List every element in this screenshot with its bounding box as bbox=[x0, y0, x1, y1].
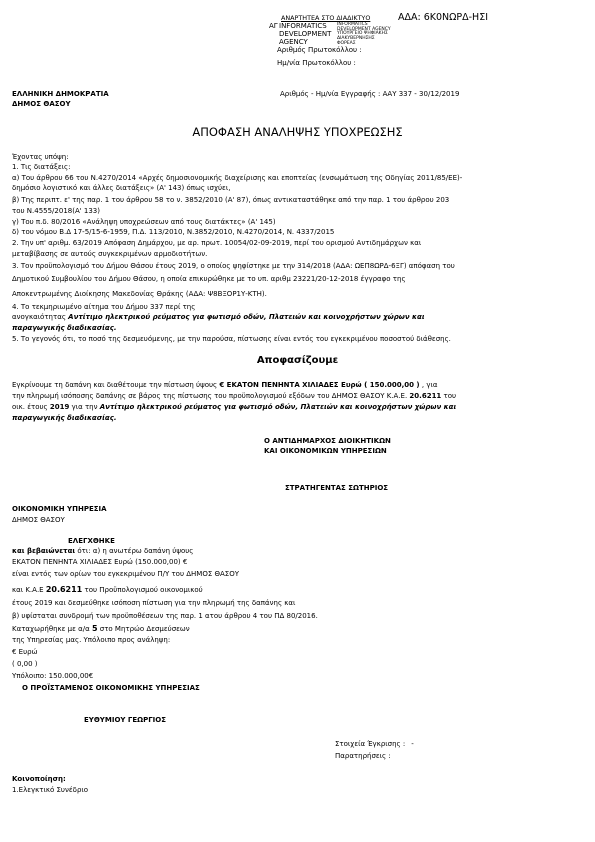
logo-small-1: INFORMATICS bbox=[337, 22, 368, 27]
finance-line-8: της Υπηρεσίας μας. Υπόλοιπο προς ανάληψη: bbox=[12, 636, 171, 644]
finance-registry-number: 5 bbox=[91, 624, 98, 633]
decide-heading: Αποφασίζουμε bbox=[256, 355, 339, 366]
finance-line-10: ( 0,00 ) bbox=[12, 660, 38, 668]
body-line-8: 2. Την υπ' αριθμ. 63/2019 Απόφαση Δημάρχου, με αρ. πρωτ. 10054/02-09-2019, περί του ορισμού Αντιδημάρχων και bbox=[12, 239, 422, 247]
finance-line-4-text: του Προϋπολογισμού οικονομικού bbox=[82, 586, 203, 594]
logo-text-3: DEVELOPMENT bbox=[279, 30, 332, 38]
body-line-1: 1. Τις διατάξεις: bbox=[12, 163, 71, 171]
deputy-mayor-name: ΣΤΡΑΤΗΓΕΝΤΑΣ ΣΩΤΗΡΙΟΣ bbox=[285, 484, 389, 492]
body-line-15: παραγωγικής διαδικασίας. bbox=[12, 324, 117, 332]
finance-certified: και βεβαιώνεται bbox=[12, 547, 76, 555]
finance-registry-label: Καταχωρήθηκε με α/α bbox=[12, 625, 92, 633]
logo-small-3: ΥΠΟΥΡΓΕΙΟ ΨΗΦΙΑΚΗΣ bbox=[337, 31, 388, 37]
approval-line-1 bbox=[12, 381, 437, 390]
finance-line-1 bbox=[12, 547, 193, 556]
body-line-16: 5. Το γεγονός ότι, το ποσό της δεσμευόμενης, με την παρούσα, πίστωσης είναι εντός του εγκεκριμένου ποσοστού διάθεσης. bbox=[12, 335, 451, 343]
approval-details-row bbox=[335, 740, 414, 749]
finance-line-6: β) υφίσταται συνδρομή των προϋποθέσεων της παρ. 1 ατου άρθρου 4 του ΠΔ 80/2016. bbox=[12, 612, 318, 620]
finance-line-7 bbox=[12, 624, 190, 634]
notify-recipient: 1.Ελεγκτικό Συνέδριο bbox=[12, 786, 89, 794]
body-line-14-prefix: ανογκαιότητας bbox=[12, 313, 69, 321]
body-line-9: μεταβίβασης σε αυτούς συγκεκριμένων αρμοδιοτήτων. bbox=[12, 250, 208, 258]
body-line-4: β) Της περιπτ. ε' της παρ. 1 του άρθρου 58 το ν. 3852/2010 (Α' 87), όπως αντικαταστάθηκε από την παρ. 1 του άρθρου 203 bbox=[12, 196, 450, 204]
finance-dept: ΟΙΚΟΝΟΜΙΚΗ ΥΠΗΡΕΣΙΑ bbox=[12, 505, 107, 513]
approval-text-1: Εγκρίνουμε τη δαπάνη και διαθέτουμε την πίστωση ύψους bbox=[12, 381, 220, 389]
approval-year: 2019 bbox=[49, 403, 70, 411]
body-line-14 bbox=[12, 313, 425, 322]
logo-text-1: ΑΓ bbox=[269, 22, 278, 30]
body-line-14-subject: Αντίτιμο ηλεκτρικού ρεύματος για φωτισμό οδών, Πλατειών και κοινοχρήστων χώρων και bbox=[68, 313, 425, 321]
finance-line-1-text: ότι: α) η ανωτέρω δαπάνη ύψους bbox=[75, 547, 194, 555]
approval-line-4: παραγωγικής διαδικασίας. bbox=[12, 414, 117, 422]
finance-org: ΔΗΜΟΣ ΘΑΣΟΥ bbox=[12, 516, 65, 524]
finance-line-5: έτους 2019 και δεσμεύθηκε ισόποση πίστωση για την πληρωμή της δαπάνης και bbox=[12, 599, 296, 607]
approval-text-2b: του bbox=[441, 392, 457, 400]
body-line-6: γ) Του π.δ. 80/2016 «Ανάληψη υποχρεώσεων από τους διατάκτες» (Α' 145) bbox=[12, 218, 276, 226]
notes-label: Παρατηρήσεις : bbox=[335, 752, 391, 760]
finance-balance: Υπόλοιπο: 150.000,00€ bbox=[12, 672, 94, 680]
logo-small-4: ΔΙΑΚΥΒΕΡΝΗΣΗΣ bbox=[337, 36, 375, 42]
approval-text-2: την πληρωμή ισόποσης δαπάνης σε βάρος της πίστωσης του προϋπολογισμού εξόδων του ΔΗΜΟΣ ΘΑΣΟΥ Κ.Α.Ε. bbox=[12, 392, 410, 400]
logo-text-2: INFORMATICS bbox=[279, 22, 327, 30]
approval-subject: Αντίτιμο ηλεκτρικού ρεύματος για φωτισμό οδών, Πλατειών και κοινοχρήστων χώρων και bbox=[99, 403, 457, 411]
finance-kae: 20.6211 bbox=[45, 585, 83, 594]
approval-details-label: Στοιχεία Έγκρισης : bbox=[335, 740, 406, 748]
protocol-date-label: Ημ/νία Πρωτοκόλλου : bbox=[277, 59, 356, 67]
approval-line-3 bbox=[12, 403, 456, 412]
finance-head-title: Ο ΠΡΟΪΣΤΑΜΕΝΟΣ ΟΙΚΟΝΟΜΙΚΗΣ ΥΠΗΡΕΣΙΑΣ bbox=[22, 684, 200, 692]
approval-text-3: οικ. έτους bbox=[12, 403, 50, 411]
notify-label: Κοινοποίηση: bbox=[12, 775, 66, 783]
logo-small-text bbox=[337, 23, 397, 47]
logo-text-4: AGENCY bbox=[279, 38, 308, 46]
logo-small-2: DEVELOPMENT AGENCY bbox=[337, 26, 391, 32]
finance-line-3: είναι εντός των ορίων του εγκεκριμένου Π/Υ του ΔΗΜΟΣ ΘΑΣΟΥ bbox=[12, 570, 240, 578]
approval-details-value: - bbox=[411, 740, 414, 748]
finance-registry-text: στο Μητρώο Δεσμεύσεων bbox=[97, 625, 190, 633]
body-line-10: 3. Τον προϋπολογισμό του Δήμου Θάσου έτους 2019, ο οποίος ψηφίστηκε με την 314/2018 (ΑΔΑ: ΩΕΠ8ΩΡΔ-6ΞΓ) απόφαση του bbox=[12, 262, 455, 270]
finance-head-name: ΕΥΘΥΜΙΟΥ ΓΕΩΡΓΙΟΣ bbox=[84, 716, 167, 724]
body-line-3: δημόσιο λογιστικό και άλλες διατάξεις» (Α' 143) όπως ισχύει, bbox=[12, 184, 231, 192]
body-line-2: α) Του άρθρου 66 του Ν.4270/2014 «Αρχές δημοσιονομικής διαχείρισης και εποπτείας (ενσωμάτωση της Οδηγίας 2011/85/ΕΕ)- bbox=[12, 174, 463, 182]
approval-line-2 bbox=[12, 392, 456, 401]
finance-line-9: € Ευρώ bbox=[12, 648, 38, 656]
approval-text-3b: για την bbox=[69, 403, 100, 411]
finance-kae-label: και Κ.Α.Ε bbox=[12, 586, 46, 594]
approval-amount: € ΕΚΑΤΟΝ ΠΕΝΗΝΤΑ ΧΙΛΙΑΔΕΣ Ευρώ ( 150.000,00 ) bbox=[219, 381, 420, 389]
posted-online-label: ΑΝΑΡΤΗΤΕΑ ΣΤΟ ΔΙΑΔΙΚΤΥΟ bbox=[281, 14, 371, 22]
protocol-number-label: Αριθμός Πρωτοκόλλου : bbox=[277, 46, 362, 54]
org-municipality: ΔΗΜΟΣ ΘΑΣΟΥ bbox=[12, 100, 71, 108]
org-republic: ΕΛΛΗΝΙΚΗ ΔΗΜΟΚΡΑΤΙΑ bbox=[12, 90, 109, 98]
finance-line-2: ΕΚΑΤΟΝ ΠΕΝΗΝΤΑ ΧΙΛΙΑΔΕΣ Ευρώ (150.000,00) € bbox=[12, 558, 188, 566]
deputy-mayor-title-1: Ο ΑΝΤΙΔΗΜΑΡΧΟΣ ΔΙΟΙΚΗΤΙΚΩΝ bbox=[264, 437, 391, 445]
body-line-7: δ) του νόμου Β.Δ 17-5/15-6-1959, Π.Δ. 113/2010, Ν.3852/2010, Ν.4270/2014, Ν. 4337/2015 bbox=[12, 228, 335, 236]
body-line-11: Δημοτικού Συμβουλίου του Δήμου Θάσου, η οποία επικυρώθηκε με το υπ. αριθμ 23221/20-12-2018 έγγραφο της bbox=[12, 275, 406, 283]
deputy-mayor-title-2: ΚΑΙ ΟΙΚΟΝΟΜΙΚΩΝ ΥΠΗΡΕΣΙΩΝ bbox=[264, 447, 387, 455]
body-line-5: του Ν.4555/2018(Α' 133) bbox=[12, 207, 100, 215]
body-line-13: 4. Το τεκμηριωμένο αίτημα του Δήμου 337 περί της bbox=[12, 303, 196, 311]
logo-small-5: ΦΟΡΕΑΣ bbox=[337, 40, 356, 46]
registry-info: Αριθμός - Ημ/νία Εγγραφής : ΑΑΥ 337 - 30/12/2019 bbox=[280, 90, 460, 98]
ada-code: ΑΔΑ: 6Κ0ΝΩΡΔ-ΗΣΙ bbox=[398, 12, 489, 23]
page-title: ΑΠΟΦΑΣΗ ΑΝΑΛΗΨΗΣ ΥΠΟΧΡΕΩΣΗΣ bbox=[192, 125, 403, 139]
approval-text-1b: , για bbox=[419, 381, 438, 389]
body-line-12: Αποκεντρωμένης Διοίκησης Μακεδονίας Θράκης (ΑΔΑ: Ψ8ΒΞΟΡ1Υ-ΚΤΗ). bbox=[12, 290, 267, 298]
approval-kae: 20.6211 bbox=[409, 392, 442, 400]
intro-text: Έχοντας υπόψη: bbox=[12, 153, 69, 161]
finance-line-4 bbox=[12, 585, 203, 595]
checked-label: ΕΛΕΓΧΘΗΚΕ bbox=[68, 537, 115, 545]
